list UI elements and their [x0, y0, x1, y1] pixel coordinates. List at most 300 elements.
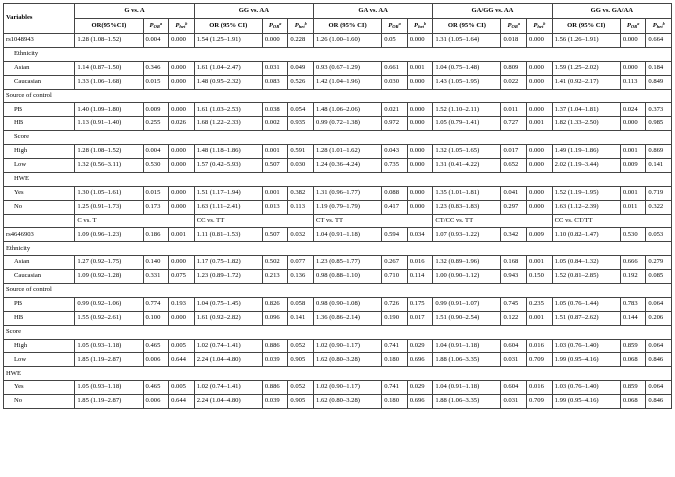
p-or-cell: 0.530 [620, 228, 646, 242]
row-label: Caucasian [4, 75, 75, 89]
or-ci-cell: 1.62 (0.80–3.28) [314, 395, 382, 409]
header-row-columns [4, 19, 672, 34]
p-het-cell: 0.053 [646, 228, 672, 242]
p-het-cell: 0.322 [646, 200, 672, 214]
or-ci-cell: 1.40 (1.09–1.80) [75, 103, 143, 117]
p-subscript: OR [630, 24, 638, 30]
section-label: Source of control [4, 284, 672, 298]
comparison-label: CT/CC vs. TT [433, 214, 552, 228]
p-or-cell: 0.859 [620, 339, 646, 353]
or-ci-cell: 1.52 (1.10–2.11) [433, 103, 501, 117]
row-label: Caucasian [4, 270, 75, 284]
or-ci-cell: 1.31 (0.96–1.77) [314, 186, 382, 200]
p-superscript: b [185, 21, 188, 27]
p-het-cell: 0.001 [527, 311, 553, 325]
p-het-cell: 0.849 [646, 75, 672, 89]
row-label: HB [4, 117, 75, 131]
section-label: Ethnicity [4, 47, 672, 61]
p-or-cell: 0.180 [382, 353, 408, 367]
p-het-cell: 0.184 [646, 61, 672, 75]
p-het-cell: 0.000 [407, 75, 433, 89]
table-row [4, 381, 672, 395]
p-het-cell: 0.085 [646, 270, 672, 284]
table-row [4, 159, 672, 173]
or-ci-cell: 1.42 (1.04–1.96) [314, 75, 382, 89]
p-or-cell: 0.342 [501, 228, 527, 242]
table-row [4, 353, 672, 367]
p-het-cell: 0.000 [407, 159, 433, 173]
or-ci-cell: 1.28 (1.08–1.52) [75, 34, 143, 48]
p-or-cell: 0.465 [143, 381, 169, 395]
p-het-cell: 0.175 [407, 297, 433, 311]
p-het-cell: 0.049 [288, 61, 314, 75]
p-het-cell: 0.000 [527, 75, 553, 89]
or-ci-cell: 1.17 (0.75–1.82) [194, 256, 262, 270]
section-label: Source of control [4, 89, 672, 103]
or-ci-cell: 1.49 (1.19–1.86) [552, 145, 620, 159]
p-or-header [620, 19, 646, 34]
or-ci-cell: 1.33 (1.06–1.68) [75, 75, 143, 89]
p-het-cell: 0.382 [288, 186, 314, 200]
p-or-cell: 0.604 [501, 381, 527, 395]
p-het-cell: 0.846 [646, 395, 672, 409]
row-label: HB [4, 311, 75, 325]
p-het-cell: 0.644 [169, 353, 195, 367]
or-ci-cell: 1.51 (0.90–2.54) [433, 311, 501, 325]
or-ci-cell: 1.85 (1.19–2.87) [75, 353, 143, 367]
p-or-cell: 0.039 [262, 395, 288, 409]
p-or-cell: 0.068 [620, 395, 646, 409]
p-or-cell: 0.122 [501, 311, 527, 325]
p-letter: P [414, 22, 419, 30]
or-ci-cell: 1.07 (0.93–1.22) [433, 228, 501, 242]
table-row [4, 186, 672, 200]
p-het-cell: 0.000 [169, 186, 195, 200]
or-ci-cell: 1.88 (1.06–3.35) [433, 395, 501, 409]
or-ci-cell: 1.02 (0.74–1.41) [194, 381, 262, 395]
p-or-cell: 0.826 [262, 297, 288, 311]
p-or-cell: 0.013 [262, 200, 288, 214]
section-row [4, 89, 672, 103]
or-ci-cell: 1.19 (0.79–1.79) [314, 200, 382, 214]
p-het-cell: 0.000 [169, 200, 195, 214]
p-het-cell: 0.054 [288, 103, 314, 117]
row-label: rs1048943 [4, 34, 75, 48]
or-ci-cell: 2.24 (1.04–4.80) [194, 395, 262, 409]
or-ci-cell: 1.09 (0.96–1.23) [75, 228, 143, 242]
header-row-groups [4, 4, 672, 19]
or-ci-cell: 1.88 (1.06–3.35) [433, 353, 501, 367]
p-or-cell: 0.783 [620, 297, 646, 311]
comparison-label: CC vs. TT [194, 214, 313, 228]
p-or-cell: 0.038 [262, 103, 288, 117]
or-ci-cell: 1.52 (0.81–2.85) [552, 270, 620, 284]
comparison-label: C vs. T [75, 214, 194, 228]
p-het-cell: 0.026 [169, 117, 195, 131]
p-or-header [143, 19, 169, 34]
p-or-cell: 0.652 [501, 159, 527, 173]
p-or-cell: 0.741 [382, 381, 408, 395]
p-het-cell: 0.000 [169, 75, 195, 89]
p-het-cell: 0.052 [288, 339, 314, 353]
p-subscript: OR [272, 24, 280, 30]
p-het-cell: 0.058 [288, 297, 314, 311]
comparison-label: CT vs. TT [314, 214, 433, 228]
p-or-cell: 0.006 [143, 395, 169, 409]
or-ci-cell: 1.61 (1.04–2.47) [194, 61, 262, 75]
table-body [4, 34, 672, 409]
p-het-cell: 0.193 [169, 297, 195, 311]
or-ci-cell: 1.31 (0.41–4.22) [433, 159, 501, 173]
p-or-cell: 0.331 [143, 270, 169, 284]
row-label: PB [4, 297, 75, 311]
or-ci-cell: 1.23 (0.89–1.72) [194, 270, 262, 284]
or-ci-cell: 1.57 (0.42–5.93) [194, 159, 262, 173]
p-or-cell: 0.000 [620, 61, 646, 75]
p-or-cell: 0.144 [620, 311, 646, 325]
comparison-row [4, 214, 672, 228]
or-ci-cell: 1.04 (0.75–1.45) [194, 297, 262, 311]
or-ci-cell: 1.05 (0.93–1.18) [75, 339, 143, 353]
p-het-cell: 0.719 [646, 186, 672, 200]
p-het-cell: 0.846 [646, 353, 672, 367]
p-or-cell: 0.465 [143, 339, 169, 353]
p-or-header [501, 19, 527, 34]
p-or-cell: 0.972 [382, 117, 408, 131]
row-label: Low [4, 159, 75, 173]
or-ci-cell: 1.32 (0.89–1.96) [433, 256, 501, 270]
or-ci-cell: 1.02 (0.90–1.17) [314, 339, 382, 353]
or-ci-cell: 1.30 (1.05–1.61) [75, 186, 143, 200]
p-or-cell: 0.745 [501, 297, 527, 311]
or-ci-cell: 1.23 (0.83–1.83) [433, 200, 501, 214]
p-het-cell: 0.000 [527, 159, 553, 173]
or-ci-cell: 1.13 (0.91–1.40) [75, 117, 143, 131]
or-ci-cell: 1.99 (0.95–4.16) [552, 353, 620, 367]
p-or-header [382, 19, 408, 34]
p-or-cell: 0.726 [382, 297, 408, 311]
p-het-cell: 0.000 [169, 159, 195, 173]
row-label: Low [4, 353, 75, 367]
p-het-cell: 0.032 [288, 228, 314, 242]
or-ci-cell: 1.02 (0.74–1.41) [194, 339, 262, 353]
p-subscript: OR [153, 24, 160, 30]
p-or-cell: 0.886 [262, 339, 288, 353]
p-het-cell: 0.052 [288, 381, 314, 395]
p-or-cell: 0.011 [620, 200, 646, 214]
p-superscript: b [304, 21, 307, 27]
p-or-cell: 0.594 [382, 228, 408, 242]
or-ci-cell: 1.03 (0.76–1.40) [552, 381, 620, 395]
group-header: GA/GG vs. AA [433, 4, 552, 19]
or-ci-cell: 2.02 (1.19–3.44) [552, 159, 620, 173]
p-het-cell: 0.141 [646, 159, 672, 173]
p-het-cell: 0.016 [527, 381, 553, 395]
or-ci-cell: 1.82 (1.33–2.50) [552, 117, 620, 131]
p-or-cell: 0.113 [620, 75, 646, 89]
p-or-cell: 0.000 [620, 34, 646, 48]
row-label: Yes [4, 381, 75, 395]
or-ci-cell: 1.23 (0.85–1.77) [314, 256, 382, 270]
p-superscript: a [517, 21, 521, 27]
p-or-cell: 0.017 [501, 145, 527, 159]
p-or-cell: 0.068 [620, 353, 646, 367]
p-het-cell: 0.526 [288, 75, 314, 89]
p-or-cell: 0.001 [620, 145, 646, 159]
p-or-cell: 0.083 [262, 75, 288, 89]
p-or-cell: 0.735 [382, 159, 408, 173]
comparison-label: CC vs. CT/TT [552, 214, 671, 228]
p-het-cell: 0.009 [527, 228, 553, 242]
p-superscript: a [279, 21, 282, 27]
p-or-cell: 0.727 [501, 117, 527, 131]
or-ci-cell: 1.14 (0.87–1.50) [75, 61, 143, 75]
row-label: Asian [4, 256, 75, 270]
p-or-cell: 0.006 [143, 353, 169, 367]
or-ci-cell: 1.04 (0.91–1.18) [433, 339, 501, 353]
row-label: PB [4, 103, 75, 117]
or-ci-cell: 1.36 (0.86–2.14) [314, 311, 382, 325]
p-het-cell: 0.114 [407, 270, 433, 284]
p-or-cell: 0.809 [501, 61, 527, 75]
row-label: High [4, 145, 75, 159]
table-row [4, 395, 672, 409]
p-or-cell: 0.000 [620, 117, 646, 131]
p-het-cell: 0.030 [288, 159, 314, 173]
or-ci-cell: 1.04 (0.75–1.48) [433, 61, 501, 75]
p-or-cell: 0.741 [382, 339, 408, 353]
p-het-cell: 0.000 [527, 61, 553, 75]
p-het-cell: 0.000 [169, 311, 195, 325]
or-ci-cell: 1.62 (0.80–3.28) [314, 353, 382, 367]
p-or-cell: 0.088 [382, 186, 408, 200]
or-ci-cell: 0.98 (0.90–1.08) [314, 297, 382, 311]
table-row [4, 339, 672, 353]
p-or-cell: 0.168 [501, 256, 527, 270]
group-header: GG vs. AA [194, 4, 313, 19]
table-row [4, 228, 672, 242]
p-or-cell: 0.530 [143, 159, 169, 173]
p-het-cell: 0.075 [169, 270, 195, 284]
or-ci-cell: 1.48 (1.18–1.86) [194, 145, 262, 159]
p-or-cell: 0.666 [620, 256, 646, 270]
p-het-cell: 0.000 [407, 186, 433, 200]
group-header: G vs. A [75, 4, 194, 19]
p-or-cell: 0.173 [143, 200, 169, 214]
row-label: No [4, 395, 75, 409]
p-het-header [288, 19, 314, 34]
section-label: HWE [4, 367, 672, 381]
or-ci-cell: 1.54 (1.25–1.91) [194, 34, 262, 48]
or-ci-cell: 1.09 (0.92–1.28) [75, 270, 143, 284]
or-ci-cell: 1.05 (0.84–1.32) [552, 256, 620, 270]
or-ci-header: OR (95% CI) [314, 19, 382, 34]
p-het-cell: 0.000 [169, 34, 195, 48]
p-or-cell: 0.604 [501, 339, 527, 353]
p-or-cell: 0.002 [262, 117, 288, 131]
p-or-cell: 0.100 [143, 311, 169, 325]
or-ci-cell: 1.25 (0.91–1.73) [75, 200, 143, 214]
or-ci-header: OR (95% CI) [433, 19, 501, 34]
or-ci-cell: 1.11 (0.81–1.53) [194, 228, 262, 242]
p-letter: P [533, 22, 538, 30]
p-or-cell: 0.039 [262, 353, 288, 367]
p-or-cell: 0.346 [143, 61, 169, 75]
p-or-cell: 0.041 [501, 186, 527, 200]
p-or-cell: 0.507 [262, 228, 288, 242]
p-het-header [407, 19, 433, 34]
section-label: Score [4, 131, 672, 145]
row-label: Asian [4, 61, 75, 75]
or-ci-cell: 1.27 (0.92–1.75) [75, 256, 143, 270]
or-ci-cell: 1.51 (0.87–2.62) [552, 311, 620, 325]
or-ci-cell: 2.24 (1.04–4.80) [194, 353, 262, 367]
p-het-cell: 0.000 [407, 34, 433, 48]
p-het-cell: 0.935 [288, 117, 314, 131]
p-or-cell: 0.024 [620, 103, 646, 117]
section-label: HWE [4, 172, 672, 186]
p-or-cell: 0.011 [501, 103, 527, 117]
or-ci-cell: 1.55 (0.92–2.61) [75, 311, 143, 325]
table-row [4, 61, 672, 75]
p-het-cell: 0.000 [527, 34, 553, 48]
p-letter: P [652, 22, 657, 30]
p-het-cell: 0.985 [646, 117, 672, 131]
p-superscript: b [662, 21, 665, 27]
or-ci-cell: 0.99 (0.91–1.07) [433, 297, 501, 311]
p-or-cell: 0.030 [382, 75, 408, 89]
p-het-cell: 0.373 [646, 103, 672, 117]
p-het-cell: 0.279 [646, 256, 672, 270]
p-or-cell: 0.015 [143, 75, 169, 89]
p-or-cell: 0.05 [382, 34, 408, 48]
p-subscript: het [298, 24, 305, 30]
p-or-cell: 0.886 [262, 381, 288, 395]
or-ci-cell: 0.98 (0.88–1.10) [314, 270, 382, 284]
p-het-cell: 0.000 [169, 256, 195, 270]
or-ci-cell: 1.37 (1.04–1.81) [552, 103, 620, 117]
p-superscript: a [637, 21, 640, 27]
or-ci-cell: 1.05 (0.76–1.44) [552, 297, 620, 311]
or-ci-cell: 1.02 (0.90–1.17) [314, 381, 382, 395]
or-ci-cell: 1.63 (1.12–2.39) [552, 200, 620, 214]
p-het-cell: 0.001 [169, 228, 195, 242]
p-het-cell: 0.905 [288, 353, 314, 367]
p-or-cell: 0.213 [262, 270, 288, 284]
p-het-cell: 0.001 [527, 256, 553, 270]
p-or-cell: 0.710 [382, 270, 408, 284]
p-or-cell: 0.297 [501, 200, 527, 214]
p-het-cell: 0.150 [527, 270, 553, 284]
p-or-cell: 0.021 [382, 103, 408, 117]
row-label: No [4, 200, 75, 214]
p-het-header [527, 19, 553, 34]
p-or-cell: 0.031 [501, 395, 527, 409]
p-subscript: OR [511, 24, 518, 30]
p-or-cell: 0.096 [262, 311, 288, 325]
p-or-cell: 0.009 [620, 159, 646, 173]
or-ci-cell: 1.43 (1.05–1.95) [433, 75, 501, 89]
p-or-cell: 0.000 [262, 34, 288, 48]
or-ci-cell: 1.04 (0.91–1.18) [433, 381, 501, 395]
or-ci-cell: 1.10 (0.82–1.47) [552, 228, 620, 242]
p-or-cell: 0.031 [501, 353, 527, 367]
p-het-cell: 0.000 [407, 200, 433, 214]
row-label: rs4646903 [4, 228, 75, 242]
p-het-cell: 0.000 [407, 117, 433, 131]
p-het-cell: 0.869 [646, 145, 672, 159]
p-or-cell: 0.255 [143, 117, 169, 131]
p-het-cell: 0.029 [407, 339, 433, 353]
or-ci-cell: 1.05 (0.79–1.41) [433, 117, 501, 131]
p-or-cell: 0.043 [382, 145, 408, 159]
p-or-header [262, 19, 288, 34]
section-row [4, 172, 672, 186]
p-het-cell: 0.664 [646, 34, 672, 48]
p-or-cell: 0.001 [262, 145, 288, 159]
p-het-cell: 0.141 [288, 311, 314, 325]
section-row [4, 325, 672, 339]
section-row [4, 367, 672, 381]
or-ci-cell: 1.48 (0.95–2.32) [194, 75, 262, 89]
section-row [4, 284, 672, 298]
row-label: High [4, 339, 75, 353]
p-or-cell: 0.417 [382, 200, 408, 214]
p-het-cell: 0.034 [407, 228, 433, 242]
or-ci-header: OR (95% CI) [552, 19, 620, 34]
p-het-cell: 0.000 [407, 103, 433, 117]
p-subscript: het [418, 24, 424, 30]
or-ci-cell: 1.00 (0.90–1.12) [433, 270, 501, 284]
table-row [4, 103, 672, 117]
p-het-cell: 0.235 [527, 297, 553, 311]
p-het-cell: 0.136 [288, 270, 314, 284]
p-letter: P [388, 22, 393, 30]
p-letter: P [626, 22, 631, 30]
meta-analysis-table [3, 3, 672, 409]
or-ci-cell: 1.61 (1.03–2.53) [194, 103, 262, 117]
or-ci-cell: 1.51 (1.17–1.94) [194, 186, 262, 200]
p-het-cell: 0.000 [527, 186, 553, 200]
p-or-cell: 0.774 [143, 297, 169, 311]
p-het-cell: 0.016 [407, 256, 433, 270]
p-or-cell: 0.859 [620, 381, 646, 395]
p-het-cell: 0.005 [169, 381, 195, 395]
or-ci-cell: 1.52 (1.19–1.95) [552, 186, 620, 200]
p-or-cell: 0.186 [143, 228, 169, 242]
p-superscript: a [398, 21, 401, 27]
p-het-cell: 0.000 [169, 103, 195, 117]
p-or-cell: 0.001 [262, 186, 288, 200]
p-het-cell: 0.064 [646, 339, 672, 353]
or-ci-cell: 1.56 (1.26–1.91) [552, 34, 620, 48]
table-row [4, 270, 672, 284]
p-superscript: a [159, 21, 163, 27]
p-or-cell: 0.009 [143, 103, 169, 117]
or-ci-cell: 1.32 (1.05–1.65) [433, 145, 501, 159]
p-het-cell: 0.016 [527, 339, 553, 353]
p-or-cell: 0.661 [382, 61, 408, 75]
or-ci-cell: 1.26 (1.00–1.60) [314, 34, 382, 48]
p-het-cell: 0.206 [646, 311, 672, 325]
or-ci-cell: 0.99 (0.72–1.38) [314, 117, 382, 131]
p-het-cell: 0.000 [527, 200, 553, 214]
p-or-cell: 0.192 [620, 270, 646, 284]
row-label: Yes [4, 186, 75, 200]
or-ci-cell: 1.31 (1.05–1.64) [433, 34, 501, 48]
p-or-cell: 0.031 [262, 61, 288, 75]
p-or-cell: 0.502 [262, 256, 288, 270]
